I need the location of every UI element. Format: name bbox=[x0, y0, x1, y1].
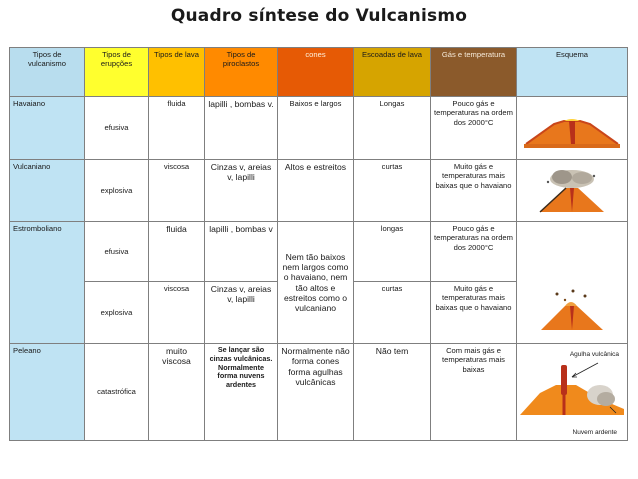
eruption-havaiano: efusiva bbox=[85, 97, 149, 160]
cones-vulcaniano: Altos e estreitos bbox=[278, 160, 354, 222]
cloud-label: Nuvem ardente bbox=[572, 429, 617, 437]
gas-havaiano: Pouco gás e temperaturas na ordem dos 2000°C bbox=[431, 97, 517, 160]
lava-estromboliano-1: fluida bbox=[149, 222, 205, 282]
flows-havaiano: Longas bbox=[354, 97, 431, 160]
lava-estromboliano-2: viscosa bbox=[149, 282, 205, 344]
schema-peleano bbox=[517, 344, 628, 441]
lava-vulcaniano: viscosa bbox=[149, 160, 205, 222]
row-vulcaniano bbox=[10, 160, 628, 222]
header-escoadas: Escoadas de lava bbox=[354, 48, 431, 97]
eruption-estromboliano-2: explosiva bbox=[85, 282, 149, 344]
type-havaiano: Havaiano bbox=[10, 97, 85, 160]
lava-peleano: muito viscosa bbox=[149, 344, 205, 441]
header-tipos-lava: Tipos de lava bbox=[149, 48, 205, 97]
gas-estromboliano-2: Muito gás e temperaturas mais baixas que o havaiano bbox=[431, 282, 517, 344]
schema-havaiano bbox=[517, 97, 628, 160]
strombolian-volcano-icon bbox=[537, 288, 607, 332]
header-esquema: Esquema bbox=[517, 48, 628, 97]
gas-vulcaniano: Muito gás e temperaturas mais baixas que o havaiano bbox=[431, 160, 517, 222]
header-row bbox=[10, 48, 628, 97]
pyroclasts-estromboliano-1: lapilli , bombas v bbox=[205, 222, 278, 282]
explosive-volcano-icon bbox=[532, 168, 612, 214]
header-tipos-erupcoes: Tipos de erupções bbox=[85, 48, 149, 97]
cones-peleano: Normalmente não forma cones forma agulhas vulcânicas bbox=[278, 344, 354, 441]
gas-estromboliano-1: Pouco gás e temperaturas na ordem dos 2000°C bbox=[431, 222, 517, 282]
row-estromboliano-1 bbox=[10, 222, 628, 282]
flows-estromboliano-2: curtas bbox=[354, 282, 431, 344]
header-tipos-piroclastos: Tipos de piroclastos bbox=[205, 48, 278, 97]
header-gas-temperatura: Gás e temperatura bbox=[431, 48, 517, 97]
pyroclasts-havaiano: lapilli , bombas v. bbox=[205, 97, 278, 160]
type-peleano: Peleano bbox=[10, 344, 85, 441]
flows-estromboliano-1: longas bbox=[354, 222, 431, 282]
header-cones: cones bbox=[278, 48, 354, 97]
flows-peleano: Não tem bbox=[354, 344, 431, 441]
needle-label: Agulha vulcânica bbox=[569, 351, 619, 358]
schema-vulcaniano bbox=[517, 160, 628, 222]
shield-volcano-icon bbox=[524, 108, 620, 148]
type-vulcaniano: Vulcaniano bbox=[10, 160, 85, 222]
type-estromboliano: Estromboliano bbox=[10, 222, 85, 344]
eruption-estromboliano-1: efusiva bbox=[85, 222, 149, 282]
flows-vulcaniano: curtas bbox=[354, 160, 431, 222]
schema-estromboliano bbox=[517, 222, 628, 344]
gas-peleano: Com mais gás e temperaturas mais baixas bbox=[431, 344, 517, 441]
pelean-volcano-icon bbox=[520, 359, 624, 417]
row-havaiano bbox=[10, 97, 628, 160]
pyroclasts-peleano: Se lançar são cinzas vulcânicas. Normalmente forma nuvens ardentes bbox=[205, 344, 278, 441]
eruption-peleano: catastrófica bbox=[85, 344, 149, 441]
header-tipos-vulcanismo: Tipos de vulcanismo bbox=[10, 48, 85, 97]
summary-table bbox=[9, 47, 628, 441]
pyroclasts-vulcaniano: Cinzas v, areias v, lapilli bbox=[205, 160, 278, 222]
cones-havaiano: Baixos e largos bbox=[278, 97, 354, 160]
cones-estromboliano: Nem tão baixos nem largos como o havaiano, nem tão altos e estreitos como o vulcaniano bbox=[278, 222, 354, 344]
eruption-vulcaniano: explosiva bbox=[85, 160, 149, 222]
lava-havaiano: fluida bbox=[149, 97, 205, 160]
page-title: Quadro síntese do Vulcanismo bbox=[170, 6, 468, 26]
pyroclasts-estromboliano-2: Cinzas v, areias v, lapilli bbox=[205, 282, 278, 344]
row-peleano bbox=[10, 344, 628, 441]
